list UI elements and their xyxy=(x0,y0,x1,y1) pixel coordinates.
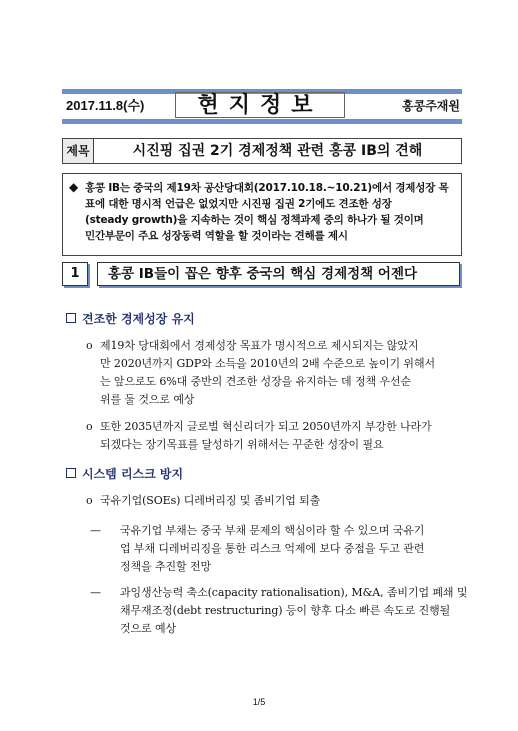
subject-label: 제목 xyxy=(63,139,94,163)
paragraph-line: 것으로 예상 xyxy=(120,622,177,635)
subheading-text: 시스템 리스크 방지 xyxy=(82,467,184,481)
page-number: 1/5 xyxy=(252,697,266,707)
paragraph-line: 는 앞으로도 6%대 중반의 견조한 성장을 유지하는 데 정책 우선순 xyxy=(100,375,411,388)
paragraph-line: 채무재조정(debt restructuring) 등이 향후 다소 빠른 속도로 진행될 xyxy=(120,604,451,617)
summary-line: 표에 대한 명시적 언급은 없었지만 시진핑 집권 2기에도 견조한 성장 xyxy=(85,198,392,210)
paragraph-line: 정책을 추진할 전망 xyxy=(120,560,212,573)
paragraph-line: 위를 둘 것으로 예상 xyxy=(100,393,195,406)
subheading-systemic-risk xyxy=(66,465,183,482)
circle-bullet-icon: o xyxy=(86,494,93,507)
dash-paragraph xyxy=(90,584,470,638)
subject-box xyxy=(62,138,462,164)
summary-line: 민간부문이 주요 성장동력 역할을 할 것이라는 견해를 제시 xyxy=(85,230,348,242)
paragraph-line: 업 부채 디레버리징을 통한 리스크 억제에 보다 중점을 두고 관련 xyxy=(120,542,425,555)
section-title-box xyxy=(99,264,462,288)
subject-title: 시진핑 집권 2기 경제정책 관련 홍콩 IB의 견해 xyxy=(132,143,423,159)
dash-paragraph xyxy=(90,522,470,576)
paragraph-line: 만 2020년까지 GDP와 소득을 2010년의 2배 수준으로 높이기 위해서 xyxy=(100,357,436,370)
header-rule-bottom xyxy=(62,119,462,124)
paragraph-line: 국유기업(SOEs) 디레버리징 및 좀비기업 퇴출 xyxy=(100,494,321,507)
paragraph xyxy=(86,492,470,510)
summary-box xyxy=(62,173,462,256)
paragraph xyxy=(86,337,470,409)
summary-line: 홍콩 IB는 중국의 제19차 공산당대회(2017.10.18.~10.21)에서 경제성장 목 xyxy=(85,182,449,194)
section-number-box xyxy=(64,264,90,288)
circle-bullet-icon: o xyxy=(86,339,93,352)
paragraph-line: 되겠다는 장기목표를 달성하기 위해서는 꾸준한 성장이 필요 xyxy=(100,438,384,451)
report-date: 2017.11.8(수) xyxy=(66,98,145,113)
dash-bullet-icon: — xyxy=(90,524,101,537)
paragraph-line: 제19차 당대회에서 경제성장 목표가 명시적으로 제시되지는 않았지 xyxy=(100,339,419,352)
dash-bullet-icon: — xyxy=(90,586,101,599)
diamond-bullet-icon: ◆ xyxy=(69,180,79,194)
paragraph-line: 과잉생산능력 축소(capacity rationalisation), M&A, 좀비기업 폐쇄 및 xyxy=(120,586,468,599)
square-bullet-icon xyxy=(66,313,76,323)
square-bullet-icon xyxy=(66,468,76,478)
page-title: 현지정보 xyxy=(175,92,345,118)
summary-text xyxy=(85,180,453,244)
section-title: 홍콩 IB들이 꼽은 향후 중국의 핵심 경제정책 어젠다 xyxy=(97,262,460,286)
circle-bullet-icon: o xyxy=(86,420,93,433)
office-name: 홍콩주재원 xyxy=(402,99,460,113)
summary-line: (steady growth)을 지속하는 것이 핵심 정책과제 중의 하나가 될 것이며 xyxy=(85,214,424,226)
section-number: 1 xyxy=(62,262,88,286)
subheading-steady-growth xyxy=(66,310,195,327)
section-heading xyxy=(62,264,462,290)
subheading-text: 견조한 경제성장 유지 xyxy=(82,312,195,326)
paragraph-line: 또한 2035년까지 글로벌 혁신리더가 되고 2050년까지 부강한 나라가 xyxy=(100,420,432,433)
paragraph xyxy=(86,418,470,454)
paragraph-line: 국유기업 부채는 중국 부채 문제의 핵심이라 할 수 있으며 국유기 xyxy=(120,524,425,537)
